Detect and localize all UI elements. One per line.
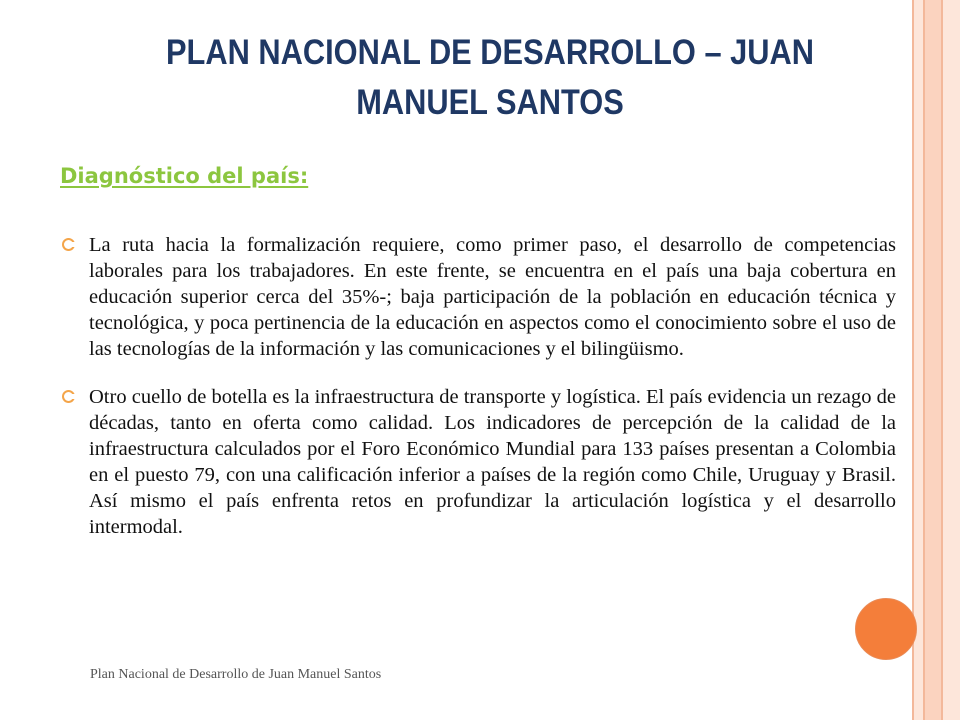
slide-title [138, 28, 842, 128]
orange-circle-icon [855, 598, 917, 660]
bullet-list [62, 232, 896, 562]
stripe [943, 0, 960, 720]
slide-title-line-2: MANUEL SANTOS [356, 83, 624, 122]
slide-footer: Plan Nacional de Desarrollo de Juan Manuel Santos [90, 667, 382, 682]
bullet-item [62, 232, 896, 362]
bullet-ring-icon [62, 238, 75, 251]
stripe [914, 0, 923, 720]
slide-title-line-1: PLAN NACIONAL DE DESARROLLO – JUAN [165, 33, 814, 72]
bullet-text: La ruta hacia la formalización requiere, como primer paso, el desarrollo de competencias laborales para los trabajadores. En este frente, se encuentra en el país una baja cobertura en educación superior cerca del 35%-; baja participación de la población en educación técnica y tecnológica, y poca pertinencia de la educación en aspectos como el conocimiento sobre el uso de las tecnologías de la información y las comunicaciones y el bilingüismo. [89, 234, 896, 360]
bullet-item [62, 384, 896, 540]
decorative-side-stripes [912, 0, 960, 720]
section-heading: Diagnóstico del país: [60, 164, 309, 188]
bullet-text: Otro cuello de botella es la infraestructura de transporte y logística. El país evidencia un rezago de décadas, tanto en oferta como calidad. Los indicadores de percepción de la calidad de la infraestructura calculados por el Foro Económico Mundial para 133 países presentan a Colombia en el puesto 79, con una calificación inferior a países de la región como Chile, Uruguay y Brasil. Así mismo el país enfrenta retos en profundizar la articulación logística y el desarrollo intermodal. [89, 386, 896, 538]
stripe [925, 0, 941, 720]
bullet-ring-icon [62, 390, 75, 403]
